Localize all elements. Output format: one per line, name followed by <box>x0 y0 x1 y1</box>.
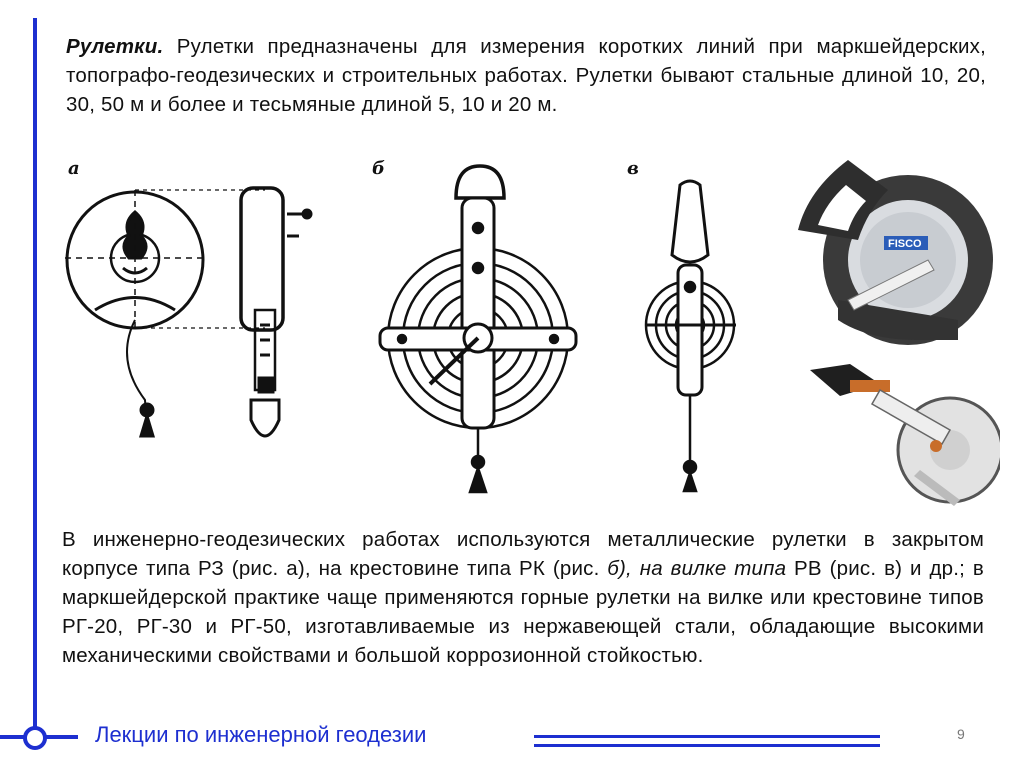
body-text-part1: В инженерно-геодезических работах используются металлические рулетки в закрытом корпусе типа РЗ (рис. а), на крестовине типа РК (рис. <box>62 528 984 580</box>
intro-text: Рулетки предназначены для измерения коротких линий при маркшейдерских, топографо-геодезических и строительных работах. Рулетки бывают стальные длиной 10, 20, 30, 50 м и более и тесьмяные длиной 5, 10 и 20 м. <box>66 35 986 116</box>
figure-label-a: а <box>68 158 80 179</box>
intro-paragraph <box>66 32 986 119</box>
figure-v-fork-tape <box>640 175 760 495</box>
frame-vertical-bar <box>33 18 37 730</box>
page-number: 9 <box>957 726 965 742</box>
figure-a-closed-case-tape <box>55 160 325 460</box>
figure-b-cross-frame-tape <box>370 158 600 498</box>
frame-node-circle <box>23 726 47 750</box>
figure-label-v: в <box>627 158 639 179</box>
photo-brand-label: FISCO <box>888 238 922 250</box>
intro-term: Рулетки. <box>66 35 164 58</box>
figure-label-b: б <box>372 158 385 179</box>
photo-fisco-tape-reel <box>778 150 1008 350</box>
photo-open-frame-tape <box>800 360 1000 510</box>
body-text-part2-italic: б), на вилке типа <box>607 557 787 580</box>
body-text-part3: РВ (рис. в) и др.; в маркшейдерской практике чаще применяются горные рулетки на вилке или крестовине типов РГ-20, РГ-30 и РГ-50, изготавливаемые из нержавеющей стали, обладающие высокими механическими свойствами и большой коррозионной стойкостью. <box>62 557 984 667</box>
frame-bottom-right-bar-lower <box>534 744 880 747</box>
frame-bottom-right-bar-upper <box>534 735 880 738</box>
footer-title: Лекции по инженерной геодезии <box>95 722 427 747</box>
body-paragraph <box>62 525 984 670</box>
